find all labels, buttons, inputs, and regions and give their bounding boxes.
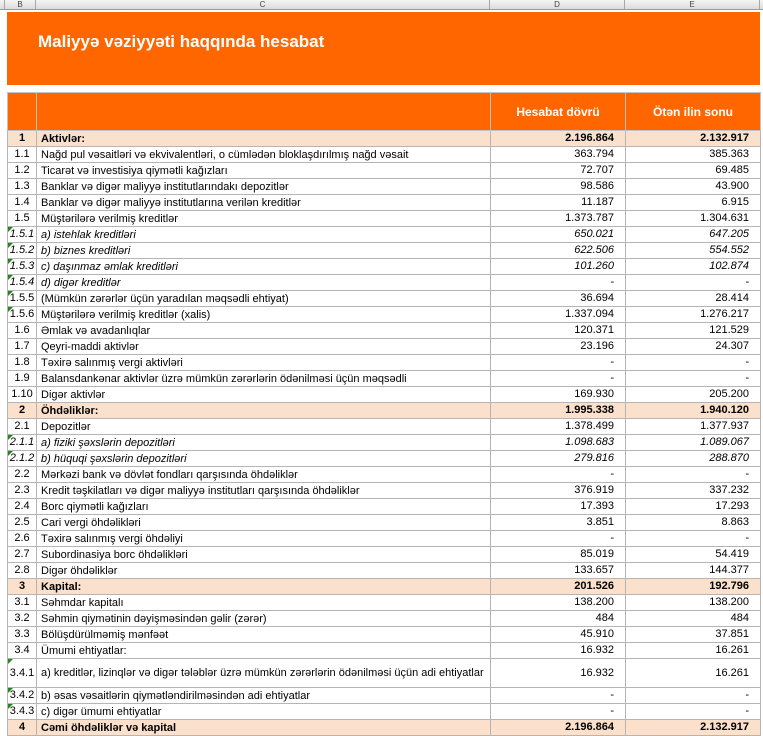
table-row [8, 339, 761, 355]
row-number-cell[interactable]: 3.2 [8, 611, 37, 627]
row-label-cell[interactable]: Depozitlər [37, 419, 491, 435]
row-number-cell[interactable]: 3.1 [8, 595, 37, 611]
value-previous-cell[interactable]: 2.132.917 [626, 131, 761, 147]
row-number-cell[interactable]: 1.5.6 [8, 307, 37, 323]
table-row [8, 704, 761, 720]
value-previous-cell[interactable]: 43.900 [626, 179, 761, 195]
value-current-cell[interactable]: 17.393 [491, 499, 626, 515]
row-number-cell[interactable]: 3 [8, 579, 37, 595]
value-previous-cell[interactable]: 37.851 [626, 627, 761, 643]
row-label-cell[interactable]: Borc qiymətli kağızları [37, 499, 491, 515]
row-number-cell[interactable]: 3.4 [8, 643, 37, 659]
row-number-cell[interactable]: 1.5.1 [8, 227, 37, 243]
value-current-cell[interactable]: 650.021 [491, 227, 626, 243]
value-current-cell[interactable]: - [491, 275, 626, 291]
value-previous-cell[interactable]: 16.261 [626, 643, 761, 659]
row-number-cell[interactable]: 2.1.2 [8, 451, 37, 467]
report-title-banner[interactable] [7, 12, 760, 85]
value-previous-cell[interactable]: 24.307 [626, 339, 761, 355]
column-header-e[interactable]: E [625, 0, 760, 9]
row-number-cell[interactable]: 1 [8, 131, 37, 147]
row-label-cell[interactable]: c) digər ümumi ehtiyatlar [37, 704, 491, 720]
row-label-cell[interactable]: Qeyri-maddi aktivlər [37, 339, 491, 355]
value-previous-cell[interactable]: 1.377.937 [626, 419, 761, 435]
table-row [8, 659, 761, 688]
value-previous-cell[interactable]: 647.205 [626, 227, 761, 243]
table-row [8, 259, 761, 275]
table-row [8, 435, 761, 451]
value-current-cell[interactable]: 16.932 [491, 643, 626, 659]
value-previous-cell[interactable]: 17.293 [626, 499, 761, 515]
value-previous-cell[interactable]: 288.870 [626, 451, 761, 467]
table-row [8, 720, 761, 736]
value-previous-cell[interactable]: 28.414 [626, 291, 761, 307]
value-previous-cell[interactable]: 192.796 [626, 579, 761, 595]
value-current-cell[interactable]: 16.932 [491, 659, 626, 688]
row-label-cell[interactable]: d) digər kreditlər [37, 275, 491, 291]
row-number-cell[interactable]: 1.6 [8, 323, 37, 339]
table-row [8, 371, 761, 387]
table-row [8, 595, 761, 611]
row-label-cell[interactable]: Müştərilərə verilmiş kreditlər [37, 211, 491, 227]
row-label-cell[interactable]: Ümumi ehtiyatlar: [37, 643, 491, 659]
value-current-cell[interactable]: - [491, 355, 626, 371]
value-current-cell[interactable]: 101.260 [491, 259, 626, 275]
row-number-cell[interactable]: 1.8 [8, 355, 37, 371]
value-current-cell[interactable]: 36.694 [491, 291, 626, 307]
table-row [8, 515, 761, 531]
row-label-cell[interactable]: Balansdankənar aktivlər üzrə mümkün zərərlərin ödənilməsi üçün məqsədli [37, 371, 491, 387]
row-label-cell[interactable]: a) istehlak kreditləri [37, 227, 491, 243]
value-current-cell[interactable]: 45.910 [491, 627, 626, 643]
value-previous-cell[interactable]: - [626, 704, 761, 720]
table-header-row [8, 93, 761, 131]
value-current-cell[interactable]: 1.373.787 [491, 211, 626, 227]
row-label-cell[interactable]: Ticarət və investisiya qiymətli kağızları [37, 163, 491, 179]
value-current-cell[interactable]: 120.371 [491, 323, 626, 339]
row-label-cell[interactable]: Banklar və digər maliyyə institutlarına verilən kreditlər [37, 195, 491, 211]
value-previous-cell[interactable]: 6.915 [626, 195, 761, 211]
value-current-cell[interactable]: - [491, 531, 626, 547]
row-number-cell[interactable]: 2.4 [8, 499, 37, 515]
row-label-cell[interactable]: Nağd pul vəsaitləri və ekvivalentləri, o cümlədən bloklaşdırılmış nağd vəsait [37, 147, 491, 163]
row-number-cell[interactable]: 2.8 [8, 563, 37, 579]
value-current-cell[interactable]: 98.586 [491, 179, 626, 195]
value-current-cell[interactable]: 1.337.094 [491, 307, 626, 323]
row-number-cell[interactable]: 1.1 [8, 147, 37, 163]
value-previous-cell[interactable]: 337.232 [626, 483, 761, 499]
table-row [8, 323, 761, 339]
table-row [8, 451, 761, 467]
value-previous-cell[interactable]: 102.874 [626, 259, 761, 275]
value-previous-cell[interactable]: - [626, 355, 761, 371]
value-current-cell[interactable]: 138.200 [491, 595, 626, 611]
value-previous-cell[interactable]: 1.276.217 [626, 307, 761, 323]
financial-position-table [7, 92, 760, 736]
table-row [8, 275, 761, 291]
row-label-cell[interactable]: Subordinasiya borc öhdəlikləri [37, 547, 491, 563]
table-row [8, 547, 761, 563]
value-previous-cell[interactable]: - [626, 371, 761, 387]
column-header-d[interactable]: D [490, 0, 625, 9]
row-number-cell[interactable]: 2.7 [8, 547, 37, 563]
row-label-cell[interactable]: Cari vergi öhdəlikləri [37, 515, 491, 531]
value-current-cell[interactable]: - [491, 704, 626, 720]
value-current-cell[interactable]: 279.816 [491, 451, 626, 467]
table-row [8, 467, 761, 483]
value-previous-cell[interactable]: 144.377 [626, 563, 761, 579]
row-number-cell[interactable]: 1.3 [8, 179, 37, 195]
value-current-cell[interactable]: 376.919 [491, 483, 626, 499]
value-current-cell[interactable]: 23.196 [491, 339, 626, 355]
row-number-cell[interactable]: 3.4.3 [8, 704, 37, 720]
header-reporting-period-cell[interactable]: Hesabat dövrü [491, 93, 626, 131]
value-previous-cell[interactable]: 1.940.120 [626, 403, 761, 419]
row-label-cell[interactable]: Mərkəzi bank və dövlət fondları qarşısında öhdəliklər [37, 467, 491, 483]
row-label-cell[interactable]: Kapital: [37, 579, 491, 595]
row-number-cell[interactable]: 1.5.3 [8, 259, 37, 275]
row-label-cell[interactable]: Banklar və digər maliyyə institutlarındakı depozitlər [37, 179, 491, 195]
row-number-cell[interactable]: 1.2 [8, 163, 37, 179]
value-previous-cell[interactable]: 121.529 [626, 323, 761, 339]
row-number-cell[interactable]: 1.5.4 [8, 275, 37, 291]
value-current-cell[interactable]: 484 [491, 611, 626, 627]
table-row [8, 291, 761, 307]
value-current-cell[interactable]: - [491, 688, 626, 704]
value-current-cell[interactable]: 3.851 [491, 515, 626, 531]
row-label-cell[interactable]: (Mümkün zərərlər üçün yaradılan məqsədli ehtiyat) [37, 291, 491, 307]
value-previous-cell[interactable]: 385.363 [626, 147, 761, 163]
row-label-cell[interactable]: Aktivlər: [37, 131, 491, 147]
row-label-cell[interactable]: Səhmin qiymətinin dəyişməsindən gəlir (zərər) [37, 611, 491, 627]
value-previous-cell[interactable]: - [626, 467, 761, 483]
table-row [8, 179, 761, 195]
value-previous-cell[interactable]: 2.132.917 [626, 720, 761, 736]
value-previous-cell[interactable]: - [626, 275, 761, 291]
value-current-cell[interactable]: 1.995.338 [491, 403, 626, 419]
row-label-cell[interactable]: Təxirə salınmış vergi aktivləri [37, 355, 491, 371]
row-label-cell[interactable]: b) əsas vəsaitlərin qiymətləndirilməsindən adi ehtiyatlar [37, 688, 491, 704]
row-number-cell[interactable]: 3.4.2 [8, 688, 37, 704]
table-row [8, 579, 761, 595]
value-previous-cell[interactable]: 138.200 [626, 595, 761, 611]
table-row [8, 531, 761, 547]
value-current-cell[interactable]: 622.506 [491, 243, 626, 259]
row-label-cell[interactable]: Kredit təşkilatları və digər maliyyə institutları qarşısında öhdəliklər [37, 483, 491, 499]
row-number-cell[interactable]: 1.4 [8, 195, 37, 211]
table-row [8, 483, 761, 499]
row-number-cell[interactable]: 1.5.5 [8, 291, 37, 307]
value-previous-cell[interactable]: 484 [626, 611, 761, 627]
row-number-cell[interactable]: 2.2 [8, 467, 37, 483]
value-previous-cell[interactable]: 554.552 [626, 243, 761, 259]
row-number-cell[interactable]: 1.5 [8, 211, 37, 227]
table-row [8, 195, 761, 211]
row-number-cell[interactable]: 1.7 [8, 339, 37, 355]
row-number-cell[interactable]: 3.3 [8, 627, 37, 643]
column-header-strip [0, 0, 763, 10]
value-current-cell[interactable]: 169.930 [491, 387, 626, 403]
value-current-cell[interactable]: 201.526 [491, 579, 626, 595]
table-body [8, 131, 761, 736]
value-current-cell[interactable]: 363.794 [491, 147, 626, 163]
table-row [8, 243, 761, 259]
row-label-cell[interactable]: Əmlak və avadanlıqlar [37, 323, 491, 339]
value-previous-cell[interactable]: 8.863 [626, 515, 761, 531]
table-row [8, 163, 761, 179]
header-previous-year-cell[interactable]: Ötən ilin sonu [626, 93, 761, 131]
header-row-number-cell[interactable] [8, 93, 37, 131]
row-label-cell[interactable]: Bölüşdürülməmiş mənfəət [37, 627, 491, 643]
table-row [8, 627, 761, 643]
row-label-cell[interactable]: Öhdəliklər: [37, 403, 491, 419]
value-current-cell[interactable]: - [491, 371, 626, 387]
table-row [8, 499, 761, 515]
row-number-cell[interactable]: 2.1.1 [8, 435, 37, 451]
column-header-c[interactable]: C [36, 0, 490, 9]
row-label-cell[interactable]: Səhmdar kapitalı [37, 595, 491, 611]
table-row [8, 131, 761, 147]
value-previous-cell[interactable]: 54.419 [626, 547, 761, 563]
row-label-cell[interactable]: b) biznes kreditləri [37, 243, 491, 259]
table-row [8, 147, 761, 163]
table-row [8, 227, 761, 243]
value-previous-cell[interactable]: 1.304.631 [626, 211, 761, 227]
row-label-cell[interactable]: b) hüquqi şəxslərin depozitləri [37, 451, 491, 467]
row-number-cell[interactable]: 2 [8, 403, 37, 419]
value-current-cell[interactable]: - [491, 467, 626, 483]
value-current-cell[interactable]: 72.707 [491, 163, 626, 179]
table-row [8, 307, 761, 323]
value-current-cell[interactable]: 2.196.864 [491, 131, 626, 147]
header-description-cell[interactable] [37, 93, 491, 131]
row-number-cell[interactable]: 3.4.1 [8, 659, 37, 688]
value-current-cell[interactable]: 85.019 [491, 547, 626, 563]
value-current-cell[interactable]: 133.657 [491, 563, 626, 579]
table-row [8, 211, 761, 227]
row-label-cell[interactable]: Müştərilərə verilmiş kreditlər (xalis) [37, 307, 491, 323]
value-current-cell[interactable]: 11.187 [491, 195, 626, 211]
value-current-cell[interactable]: 1.378.499 [491, 419, 626, 435]
table-row [8, 403, 761, 419]
row-number-cell[interactable]: 2.1 [8, 419, 37, 435]
value-previous-cell[interactable]: 205.200 [626, 387, 761, 403]
row-label-cell[interactable]: Digər öhdəliklər [37, 563, 491, 579]
row-number-cell[interactable]: 1.9 [8, 371, 37, 387]
table-row [8, 643, 761, 659]
table-row [8, 611, 761, 627]
value-current-cell[interactable]: 2.196.864 [491, 720, 626, 736]
table-row [8, 419, 761, 435]
row-number-cell[interactable]: 4 [8, 720, 37, 736]
column-header-b[interactable]: B [5, 0, 36, 9]
row-label-cell[interactable]: a) kreditlər, lizinqlər və digər tələblər üzrə mümkün zərərlərin ödənilməsi üçün adi ehtiyatlar [37, 659, 491, 688]
row-number-cell[interactable]: 2.3 [8, 483, 37, 499]
row-number-cell[interactable]: 1.5.2 [8, 243, 37, 259]
row-label-cell[interactable]: Digər aktivlər [37, 387, 491, 403]
row-number-cell[interactable]: 2.5 [8, 515, 37, 531]
value-current-cell[interactable]: 1.098.683 [491, 435, 626, 451]
page-title: Maliyyə vəziyyəti haqqında hesabat [38, 32, 325, 51]
row-label-cell[interactable]: Təxirə salınmış vergi öhdəliyi [37, 531, 491, 547]
table-row [8, 355, 761, 371]
row-label-cell[interactable]: a) fiziki şəxslərin depozitləri [37, 435, 491, 451]
value-previous-cell[interactable]: 16.261 [626, 659, 761, 688]
value-previous-cell[interactable]: 69.485 [626, 163, 761, 179]
table-row [8, 563, 761, 579]
table-row [8, 688, 761, 704]
row-label-cell[interactable]: Cəmi öhdəliklər və kapital [37, 720, 491, 736]
value-previous-cell[interactable]: - [626, 688, 761, 704]
value-previous-cell[interactable]: 1.089.067 [626, 435, 761, 451]
table-row [8, 387, 761, 403]
value-previous-cell[interactable]: - [626, 531, 761, 547]
row-number-cell[interactable]: 1.10 [8, 387, 37, 403]
row-label-cell[interactable]: c) daşınmaz əmlak kreditləri [37, 259, 491, 275]
row-number-cell[interactable]: 2.6 [8, 531, 37, 547]
